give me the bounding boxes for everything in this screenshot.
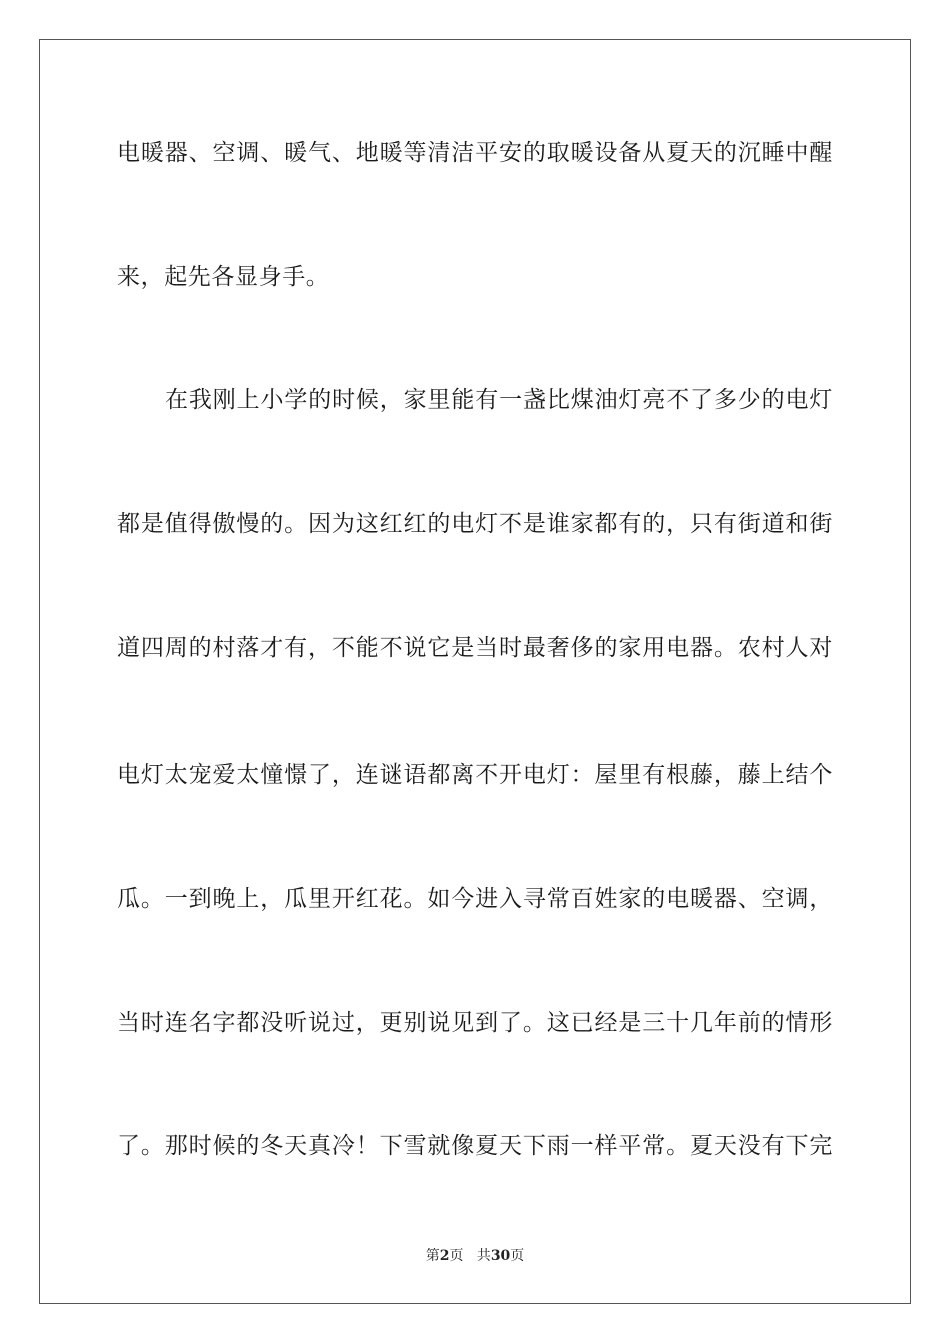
- body-text-line: 当时连名字都没听说过，更别说见到了。这已经是三十几年前的情形: [117, 1010, 833, 1036]
- page-total: 共30页: [476, 1248, 525, 1264]
- page-border: [39, 39, 911, 1304]
- body-text-line: 都是值得傲慢的。因为这红红的电灯不是谁家都有的，只有街道和街: [117, 511, 833, 537]
- body-text-line: 道四周的村落才有，不能不说它是当时最奢侈的家用电器。农村人对: [117, 635, 833, 661]
- body-text-line: 在我刚上小学的时候，家里能有一盏比煤油灯亮不了多少的电灯: [165, 387, 833, 413]
- page-number: 第2页: [425, 1248, 464, 1264]
- page-footer: [0, 1246, 950, 1266]
- body-text-line: 来，起先各显身手。: [117, 264, 330, 290]
- body-text-line: 电暖器、空调、暖气、地暖等清洁平安的取暖设备从夏天的沉睡中醒: [117, 140, 833, 166]
- body-text-line: 了。那时候的冬天真冷！下雪就像夏天下雨一样平常。夏天没有下完: [117, 1133, 833, 1159]
- body-text-line: 瓜。一到晚上，瓜里开红花。如今进入寻常百姓家的电暖器、空调，: [117, 886, 833, 912]
- body-text-line: 电灯太宠爱太憧憬了，连谜语都离不开电灯：屋里有根藤，藤上结个: [117, 762, 833, 788]
